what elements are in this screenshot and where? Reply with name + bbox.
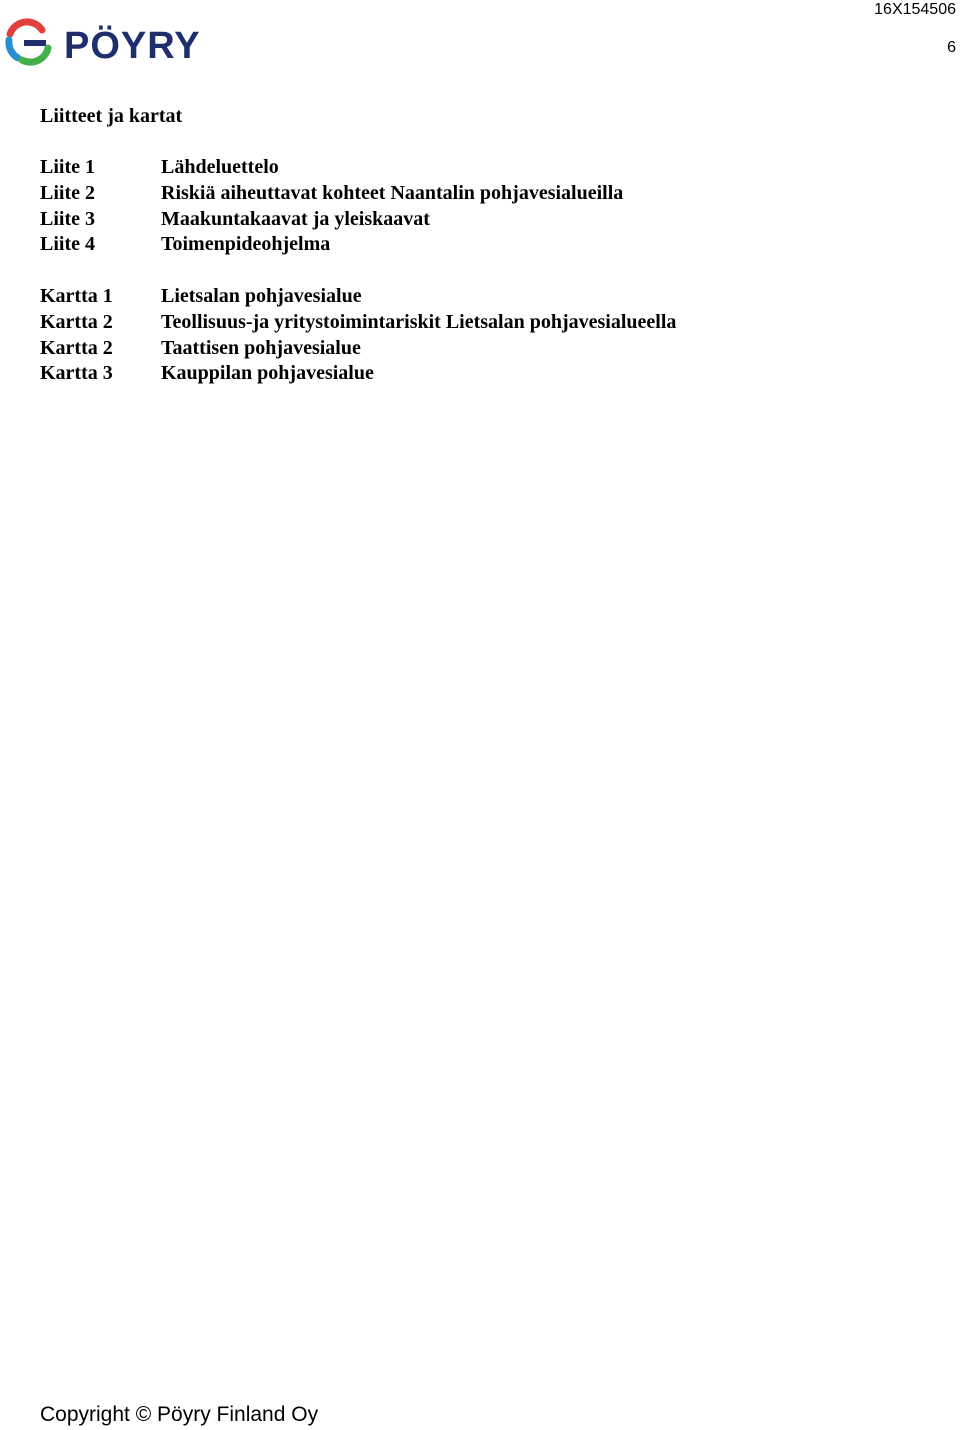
map-row bbox=[40, 361, 676, 387]
appendix-title: Toimenpideohjelma bbox=[161, 233, 331, 256]
section-heading: Liitteet ja kartat bbox=[40, 105, 183, 127]
appendix-row bbox=[40, 181, 623, 207]
page-number: 6 bbox=[947, 39, 956, 56]
logo-wordmark: PÖYRY bbox=[64, 25, 201, 66]
poyry-logo bbox=[4, 18, 254, 66]
appendix-title: Riskiä aiheuttavat kohteet Naantalin pohjavesialueilla bbox=[161, 181, 624, 204]
appendix-code: Liite 2 bbox=[40, 181, 95, 204]
map-title: Taattisen pohjavesialue bbox=[161, 336, 361, 359]
appendix-title: Maakuntakaavat ja yleiskaavat bbox=[161, 207, 430, 230]
copyright-footer: Copyright © Pöyry Finland Oy bbox=[40, 1403, 319, 1426]
map-title: Kauppilan pohjavesialue bbox=[161, 362, 374, 385]
appendix-row bbox=[40, 232, 623, 258]
appendix-code: Liite 3 bbox=[40, 207, 95, 230]
map-row bbox=[40, 310, 676, 336]
map-row bbox=[40, 336, 676, 362]
appendix-row bbox=[40, 155, 623, 181]
map-code: Kartta 1 bbox=[40, 285, 113, 307]
map-code: Kartta 2 bbox=[40, 336, 113, 359]
document-id: 16X154506 bbox=[874, 1, 956, 18]
appendix-row bbox=[40, 207, 623, 233]
appendix-code: Liite 4 bbox=[40, 233, 95, 256]
map-code: Kartta 3 bbox=[40, 362, 113, 385]
map-list bbox=[40, 284, 676, 387]
poyry-logo-mark bbox=[4, 18, 254, 66]
map-title: Teollisuus-ja yritystoimintariskit Lietsalan pohjavesialueella bbox=[161, 310, 677, 333]
map-row bbox=[40, 284, 676, 310]
map-title: Lietsalan pohjavesialue bbox=[161, 285, 362, 307]
appendix-title: Lähdeluettelo bbox=[161, 156, 279, 178]
map-code: Kartta 2 bbox=[40, 310, 113, 333]
appendix-code: Liite 1 bbox=[40, 156, 95, 178]
appendix-list bbox=[40, 155, 623, 258]
